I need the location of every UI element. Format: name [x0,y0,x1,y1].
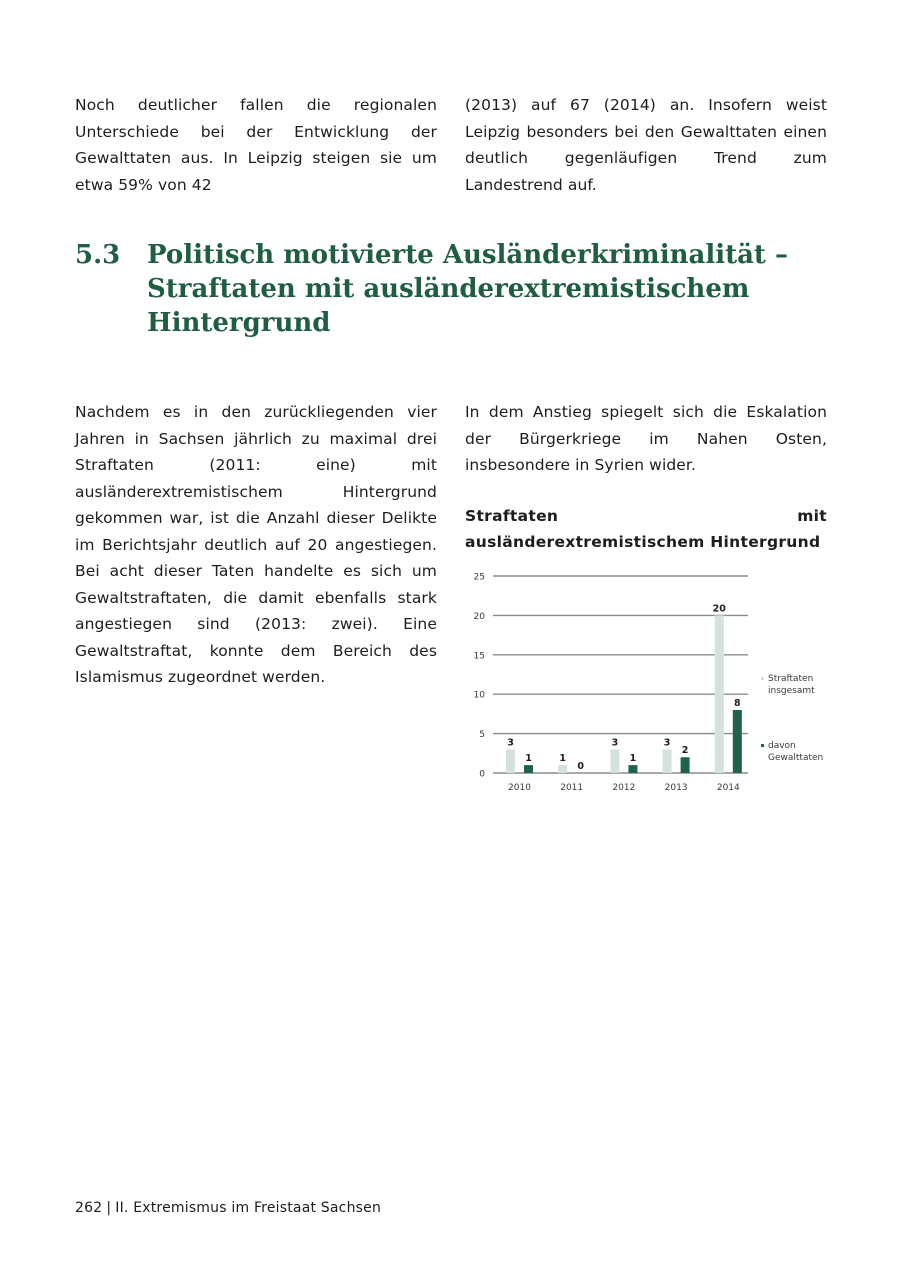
footer-section-label: II. Extremismus im Freistaat Sachsen [115,1200,382,1216]
data-label-violent-2010: 1 [525,753,532,765]
chart-title: Straftaten mit ausländerextremistischem Hintergrund [465,507,827,551]
body-right-column [465,399,827,479]
bar-total-2011 [558,765,567,773]
bar-violent-2010 [524,765,533,773]
section-heading [75,238,835,340]
section-title: Politisch motivierte Ausländerkriminalität – Straftaten mit ausländerextremistischem Hintergrund [147,240,788,338]
data-label-total-2014: 20 [712,603,726,615]
page-number: 262 [75,1200,103,1216]
page-footer [75,1198,381,1218]
data-label-violent-2011: 0 [577,761,585,772]
body-right-paragraph: In dem Anstieg spiegelt sich die Eskalation der Bürgerkriege im Nahen Osten, insbesondere in Syrien wider. [465,403,827,474]
bar-total-2013 [663,749,672,773]
intro-right-column [465,92,827,198]
x-tick-label-2013: 2013 [664,783,688,793]
x-tick-label-2010: 2010 [508,783,531,793]
x-tick-label-2011: 2011 [560,783,584,793]
data-label-total-2013: 3 [663,737,671,749]
body-left-paragraph: Nachdem es in den zurückliegenden vier Jahren in Sachsen jährlich zu maximal drei Straftaten (2011: eine) mit ausländerextremistischem Hintergrund gekommen war, ist die Anzahl dieser Delikte im Berichtsjahr deutlich auf 20 angestiegen. Bei acht dieser Taten handelte es sich um Gewaltstraftaten, die damit ebenfalls stark angestiegen sind (2013: zwei). Eine Gewaltstraftat, konnte dem Bereich des Islamismus zugeordnet werden. [75,403,437,686]
legend-swatch-violent [761,744,764,747]
bar-chart [465,566,835,806]
y-tick-label-10: 10 [473,690,485,701]
bar-total-2012 [610,749,619,773]
bar-total-2014 [715,615,724,773]
y-tick-label-5: 5 [479,730,485,741]
data-label-violent-2014: 8 [733,697,741,709]
intro-left-column [75,92,437,198]
data-label-total-2010: 3 [507,737,514,749]
bar-total-2010 [506,749,515,773]
x-tick-label-2014: 2014 [716,783,740,793]
intro-right-paragraph: (2013) auf 67 (2014) an. Insofern weist Leipzig besonders bei den Gewalttaten einen deutlich gegenläufigen Trend zum Landestrend auf. [465,96,827,194]
data-label-total-2011: 1 [559,753,567,765]
section-number: 5.3 [75,240,121,270]
bar-violent-2013 [681,757,690,773]
data-label-violent-2012: 1 [629,753,637,765]
data-label-violent-2013: 2 [681,745,689,757]
x-tick-label-2012: 2012 [612,783,636,793]
legend-label-total: Straftaten insgesamt [768,674,815,696]
intro-left-paragraph: Noch deutlicher fallen die regionalen Unterschiede bei der Entwicklung der Gewalttaten aus. In Leipzig steigen sie um etwa 59% von 42 [75,96,437,194]
y-tick-label-25: 25 [473,572,485,583]
legend-swatch-total [761,677,764,680]
y-tick-label-0: 0 [479,769,485,780]
bar-violent-2014 [733,710,742,773]
body-left-column [75,399,437,691]
data-label-total-2012: 3 [611,737,619,749]
footer-separator: | [106,1200,112,1216]
bar-violent-2012 [628,765,637,773]
y-tick-label-15: 15 [473,651,485,662]
y-tick-label-20: 20 [473,611,485,622]
legend-label-violent: davon Gewalttaten [768,741,824,763]
